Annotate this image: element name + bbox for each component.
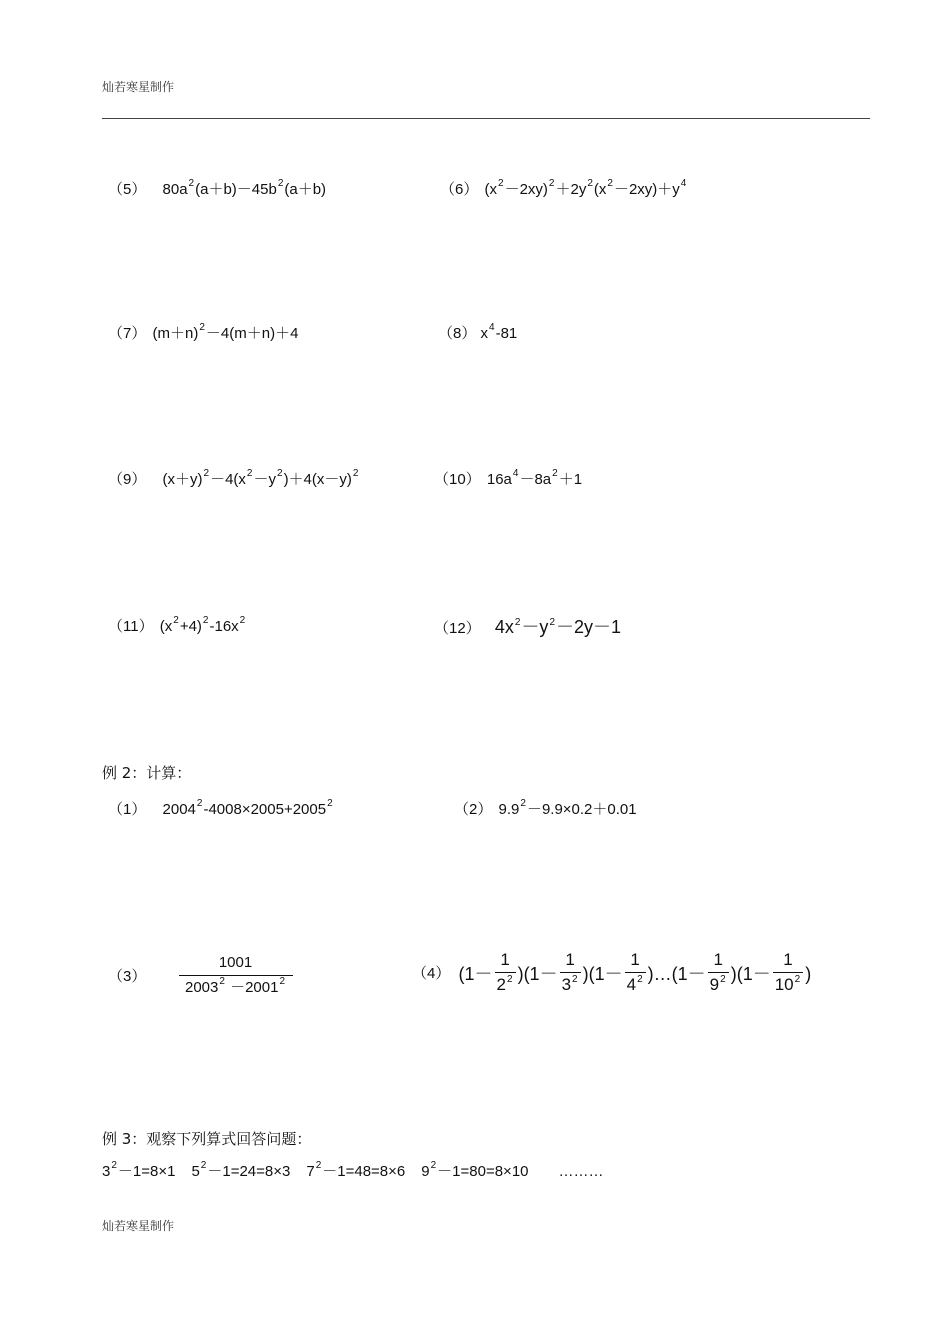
problem-label: （4） bbox=[412, 965, 451, 982]
expr-part: －2001 bbox=[230, 979, 279, 996]
fraction bbox=[773, 950, 803, 998]
exponent: 2 bbox=[315, 1160, 322, 1171]
exponent: 4 bbox=[489, 322, 495, 333]
expr-part: ＋2y bbox=[555, 181, 587, 198]
expr-part: 2004 bbox=[162, 801, 196, 818]
expr-part: 2003 bbox=[184, 979, 219, 996]
fraction bbox=[179, 953, 293, 1000]
exponent: 4 bbox=[512, 468, 519, 479]
header-divider bbox=[102, 118, 870, 119]
exponent: 2 bbox=[507, 974, 513, 985]
expr-part: 80a bbox=[162, 181, 188, 198]
expr-part: (x bbox=[484, 181, 498, 198]
numerator: 1 bbox=[783, 950, 793, 969]
exponent: 2 bbox=[498, 178, 504, 189]
expr-part: 5 bbox=[191, 1163, 200, 1180]
exponent: 2 bbox=[279, 976, 286, 987]
expr-part: (1－ bbox=[588, 964, 623, 984]
expr-part: (a＋b) bbox=[284, 181, 327, 198]
example-2-heading: 例 2：计算： bbox=[102, 764, 192, 782]
exponent: 2 bbox=[188, 178, 195, 189]
expr-part: －y bbox=[521, 617, 549, 637]
example-2-q2 bbox=[454, 800, 637, 822]
expr-part: 9 bbox=[421, 1163, 430, 1180]
expr-part: (x＋y) bbox=[162, 471, 203, 488]
expr-part: -16x bbox=[209, 618, 239, 635]
expr-part: －2y－1 bbox=[556, 617, 622, 637]
expr-part: (m＋n) bbox=[152, 325, 199, 342]
exponent: 2 bbox=[794, 974, 801, 985]
expr-part: －1=8×1 bbox=[117, 1163, 176, 1180]
exponent: 2 bbox=[548, 178, 555, 189]
problem-label: （8） bbox=[438, 325, 477, 342]
problem-label: （9） bbox=[108, 471, 147, 488]
expr-part: ＋1 bbox=[558, 471, 583, 488]
numerator: 1 bbox=[565, 950, 575, 969]
expr-part: x bbox=[480, 325, 489, 342]
expr-part: -4008×2005+2005 bbox=[203, 801, 327, 818]
problem-label: （11） bbox=[108, 618, 154, 635]
expr-part: －2xy)＋y bbox=[613, 181, 680, 198]
expr-part: )＋4(x－y) bbox=[283, 471, 352, 488]
expr-part: (1－ bbox=[736, 964, 771, 984]
expr-part: －1=80=8×10 bbox=[437, 1163, 529, 1180]
exponent: 2 bbox=[203, 468, 210, 479]
denominator bbox=[179, 975, 293, 1000]
problem-label: （3） bbox=[108, 967, 147, 985]
exponent: 2 bbox=[587, 178, 593, 189]
problem-label: （10） bbox=[434, 471, 481, 488]
expr-part: ) bbox=[730, 964, 737, 984]
exponent: 2 bbox=[202, 615, 209, 626]
exponent: 2 bbox=[352, 468, 359, 479]
expr-part: 4x bbox=[494, 617, 514, 637]
fraction bbox=[560, 950, 581, 998]
exponent: 2 bbox=[552, 468, 558, 479]
ellipsis: ……… bbox=[558, 1163, 604, 1180]
problem-11 bbox=[108, 617, 246, 639]
problem-6 bbox=[440, 180, 687, 202]
problem-8 bbox=[438, 324, 517, 346]
exponent: 2 bbox=[277, 468, 283, 479]
expr-part: 16a bbox=[486, 471, 512, 488]
header-watermark: 灿若寒星制作 bbox=[102, 80, 175, 94]
problem-label: （2） bbox=[454, 801, 493, 818]
exponent: 4 bbox=[680, 178, 687, 189]
expr-part: (x bbox=[159, 618, 173, 635]
exponent: 2 bbox=[327, 798, 333, 809]
expr-part: 3 bbox=[102, 1163, 111, 1180]
exponent: 2 bbox=[514, 617, 521, 628]
exponent: 2 bbox=[199, 322, 205, 333]
expr-part: ) bbox=[582, 964, 589, 984]
exponent: 2 bbox=[520, 798, 526, 809]
expr-part: ) bbox=[805, 964, 812, 984]
expr-part: －4(x bbox=[210, 471, 246, 488]
exponent: 2 bbox=[572, 974, 578, 985]
problem-label: （7） bbox=[108, 325, 147, 342]
expr-part: －1=24=8×3 bbox=[207, 1163, 291, 1180]
exponent: 2 bbox=[607, 178, 613, 189]
problem-label: （6） bbox=[440, 181, 479, 198]
fraction bbox=[495, 950, 516, 998]
expr-part: －y bbox=[253, 471, 276, 488]
fraction bbox=[625, 950, 646, 998]
denominator: $9^2$ bbox=[708, 972, 729, 998]
exponent: 2 bbox=[637, 974, 643, 985]
expr-part: 9.9 bbox=[498, 801, 520, 818]
example-2-q1 bbox=[108, 800, 334, 822]
problem-12 bbox=[434, 617, 621, 641]
expr-part: (1－ bbox=[523, 964, 558, 984]
denominator: $4^2$ bbox=[625, 972, 646, 998]
exponent: 2 bbox=[430, 1160, 437, 1171]
expr-part: (x bbox=[593, 181, 607, 198]
fraction bbox=[708, 950, 729, 998]
expr-part: －4(m＋n)＋4 bbox=[205, 325, 299, 342]
exponent: 2 bbox=[196, 798, 203, 809]
example-3-heading: 例 3：观察下列算式回答问题： bbox=[102, 1130, 312, 1148]
denominator: $10^2$ bbox=[773, 972, 803, 998]
expr-part: 7 bbox=[306, 1163, 315, 1180]
example-3-sequence bbox=[102, 1162, 604, 1184]
expr-part: (1－ bbox=[671, 964, 706, 984]
problem-5 bbox=[108, 180, 326, 202]
expr-part: －2xy) bbox=[504, 181, 548, 198]
numerator: 1 bbox=[630, 950, 640, 969]
denominator: $3^2$ bbox=[560, 972, 581, 998]
expr-part: －8a bbox=[519, 471, 552, 488]
problem-label: （12） bbox=[434, 620, 481, 637]
ellipsis: … bbox=[653, 964, 672, 984]
footer-watermark: 灿若寒星制作 bbox=[102, 1219, 175, 1233]
exponent: 2 bbox=[720, 974, 726, 985]
expr-part: ) bbox=[647, 964, 654, 984]
expr-part: －9.9×0.2＋0.01 bbox=[526, 801, 637, 818]
numerator: 1 bbox=[500, 950, 510, 969]
problem-label: （1） bbox=[108, 801, 147, 818]
exponent: 2 bbox=[277, 178, 284, 189]
exponent: 2 bbox=[219, 976, 225, 987]
problem-7 bbox=[108, 324, 298, 346]
expr-part: (a＋b)－45b bbox=[195, 181, 277, 198]
exponent: 2 bbox=[239, 615, 246, 626]
denominator: $2^2$ bbox=[495, 972, 516, 998]
exponent: 2 bbox=[111, 1160, 117, 1171]
problem-10 bbox=[434, 470, 582, 492]
example-2-q4 bbox=[412, 950, 811, 998]
expr-part: (1－ bbox=[458, 964, 493, 984]
exponent: 2 bbox=[173, 615, 179, 626]
numerator: 1 bbox=[713, 950, 723, 969]
expr-part: -81 bbox=[495, 325, 518, 342]
problem-9 bbox=[108, 470, 359, 492]
example-2-q3 bbox=[108, 953, 295, 1000]
expr-part: +4) bbox=[179, 618, 202, 635]
problem-label: （5） bbox=[108, 181, 147, 198]
expr-part: －1=48=8×6 bbox=[322, 1163, 406, 1180]
exponent: 2 bbox=[246, 468, 253, 479]
exponent: 2 bbox=[200, 1160, 207, 1171]
numerator: 1001 bbox=[218, 954, 253, 971]
expr-part: ) bbox=[517, 964, 524, 984]
exponent: 2 bbox=[549, 617, 555, 628]
